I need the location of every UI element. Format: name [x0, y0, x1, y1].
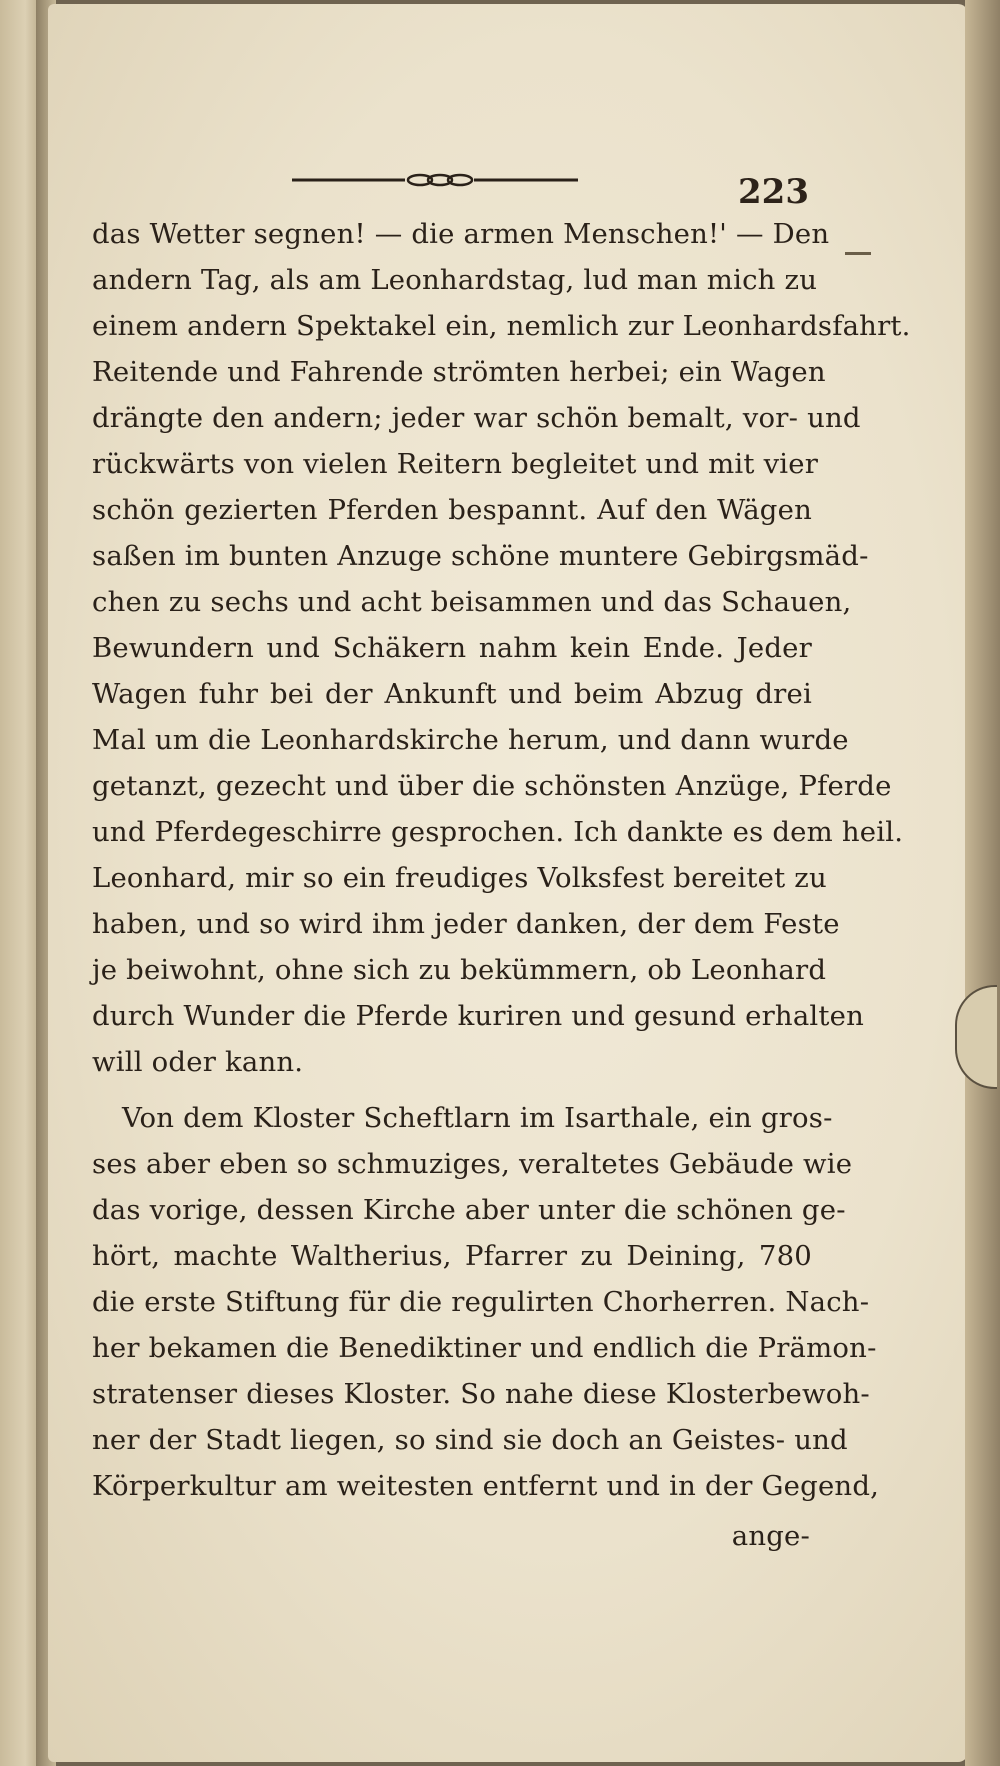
- text-line: andern Tag, als am Leonhardstag, lud man mich zu: [92, 264, 818, 296]
- text-line: Wagen fuhr bei der Ankunft und beim Abzug drei: [92, 678, 812, 710]
- text-line: will oder kann.: [92, 1046, 304, 1078]
- text-line: einem andern Spektakel ein, nemlich zur Leonhardsfahrt.: [92, 310, 911, 342]
- text-line: getanzt, gezecht und über die schönsten Anzüge, Pferde: [92, 770, 892, 802]
- text-line: haben, und so wird ihm jeder danken, der dem Feste: [92, 908, 840, 940]
- text-line: die erste Stiftung für die regulirten Chorherren. Nach-: [92, 1286, 870, 1318]
- text-line: Körperkultur am weitesten entfernt und in der Gegend,: [92, 1470, 880, 1502]
- text-line: Leonhard, mir so ein freudiges Volksfest bereitet zu: [92, 862, 827, 894]
- text-line: Reitende und Fahrende strömten herbei; ein Wagen: [92, 356, 826, 388]
- page-stack-edge: [965, 0, 1000, 1766]
- text-line: durch Wunder die Pferde kuriren und gesund erhalten: [92, 1000, 865, 1032]
- text-line: ses aber eben so schmuziges, veraltetes Gebäude wie: [92, 1148, 853, 1180]
- text-line: her bekamen die Benediktiner und endlich die Prämon-: [92, 1332, 877, 1364]
- text-line: schön gezierten Pferden bespannt. Auf den Wägen: [92, 494, 812, 526]
- page-number: 223: [738, 172, 809, 212]
- catchword: ange-: [731, 1520, 810, 1552]
- text-line: Mal um die Leonhardskirche herum, und dann wurde: [92, 724, 849, 756]
- text-line: je beiwohnt, ohne sich zu bekümmern, ob Leonhard: [92, 954, 827, 986]
- header-ornament: [290, 169, 580, 191]
- margin-mark: [845, 252, 871, 255]
- text-line: ner der Stadt liegen, so sind sie doch an Geistes- und: [92, 1424, 848, 1456]
- text-line: saßen im bunten Anzuge schöne muntere Gebirgsmäd-: [92, 540, 869, 572]
- text-line: hört, machte Waltherius, Pfarrer zu Deining, 780: [92, 1240, 812, 1272]
- text-line: das Wetter segnen! — die armen Menschen!' — Den: [92, 218, 830, 250]
- text-line: das vorige, dessen Kirche aber unter die schönen ge-: [92, 1194, 846, 1226]
- text-line: chen zu sechs und acht beisammen und das Schauen,: [92, 586, 852, 618]
- text-line: Von dem Kloster Scheftlarn im Isarthale, ein gros-: [122, 1102, 833, 1134]
- text-line: stratenser dieses Kloster. So nahe diese Klosterbewoh-: [92, 1378, 870, 1410]
- text-line: drängte den andern; jeder war schön bemalt, vor- und: [92, 402, 861, 434]
- text-line: rückwärts von vielen Reitern begleitet und mit vier: [92, 448, 819, 480]
- text-line: Bewundern und Schäkern nahm kein Ende. Jeder: [92, 632, 812, 664]
- text-line: und Pferdegeschirre gesprochen. Ich dankte es dem heil.: [92, 816, 904, 848]
